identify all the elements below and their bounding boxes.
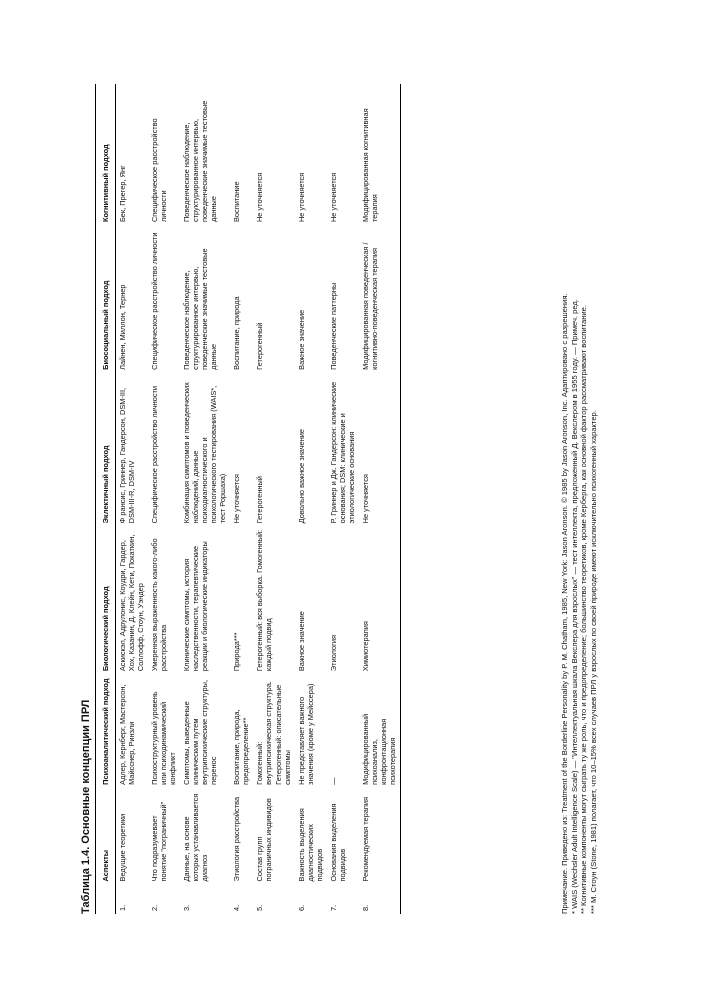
cell-psychoanalytic: Психоструктурный уровень или психодинамический конфликт: [150, 691, 178, 785]
concepts-table: [95, 84, 401, 914]
row-number: 1.: [118, 904, 128, 911]
cell-eclectic: Специфическое расстройство личности: [150, 385, 160, 524]
cell-aspect: Этиология расстройства: [232, 796, 242, 882]
cell-aspect: Основания выделения подвидов: [328, 803, 347, 882]
row-number: 5.: [255, 904, 265, 911]
cell-biological: Клинические симптомы, история наследственности, терапевтические реакции и биологические индикаторы: [182, 541, 210, 672]
header-number: [96, 884, 116, 914]
table-notes: [560, 84, 599, 914]
cell-cognitive: Не уточняется: [255, 172, 265, 223]
cell-eclectic: Довольно важное значение: [296, 428, 306, 524]
table-row: [116, 84, 149, 914]
row-number: 7.: [328, 904, 338, 911]
header-aspects: Аспекты: [96, 788, 116, 885]
cell-biosocial: Лайнен, Миллон, Тернер: [118, 284, 128, 370]
cell-aspect: Что подразумевает понятие "пограничный": [150, 801, 169, 882]
cell-biosocial: Важное значение: [296, 309, 306, 370]
cell-biosocial: Воспитание, природа: [232, 296, 242, 370]
cell-aspect: Важность выделения диагностических подвидов: [296, 808, 324, 882]
cell-aspect: Данные, на основе которых устанавливается диагноз: [182, 793, 210, 882]
header-psychoanalytic: Психоаналитический подход: [96, 674, 116, 788]
cell-biosocial: Поведенческие паттерны: [328, 282, 338, 370]
cell-psychoanalytic: Не представляет важного значения (кроме у Мейссера): [296, 683, 315, 785]
table-row: [230, 84, 253, 914]
cell-psychoanalytic: Симптомы, выведенные клиническим путем внутрипсихические структуры, перенос: [182, 679, 219, 785]
table-row: [359, 84, 401, 914]
cell-biological: Этиология: [328, 635, 338, 672]
cell-biological: Умеренная выраженность какого-либо расстройства: [150, 538, 169, 672]
header-cognitive: Когнитивный подход: [96, 84, 116, 225]
note-source: Примечание. Приведено из: Treatment of the Borderline Personality by P. M. Chatham, 1985, New York: Jason Aronson. © 1985 by Jason Aronson, Inc. Адаптировано с разрешения.: [560, 293, 569, 914]
cell-eclectic: Р. Гриннер и Дж. Гандерсон: клинические основания; DSM: клинические и этиологические основания: [328, 381, 356, 524]
cell-biological: Важное значение: [296, 611, 306, 672]
header-biological: Биологический подход: [96, 526, 116, 674]
cell-cognitive: Модифицированная когнитивная терапия: [359, 84, 401, 225]
table-row: [253, 84, 294, 914]
header-biosocial: Биосоциальный подход: [96, 225, 116, 373]
cell-biosocial: Специфическое расстройство личности: [150, 232, 160, 370]
cell-eclectic: Не уточняется: [359, 373, 401, 526]
cell-biological: Химиотерапия: [359, 526, 401, 674]
table-row: [180, 84, 230, 914]
row-number: 2.: [150, 904, 160, 911]
table-caption: Таблица 1.4. Основные концепции ПРЛ: [80, 699, 92, 914]
cell-cognitive: Не уточняется: [296, 172, 306, 223]
cell-psychoanalytic: —: [328, 777, 338, 785]
cell-psychoanalytic: Адлер, Кернберг, Мастерсон, Майсснер, Ринзли: [118, 684, 137, 785]
table-header-row: [96, 84, 116, 914]
cell-biological: Аскискэл, Адрулонис, Коудри, Гардер, Хох, Казанин, Д. Клейн, Кети, Покаткин, Соллофф, Стоун, Уэндер: [118, 534, 146, 672]
row-number: 4.: [232, 904, 242, 911]
cell-biosocial: Модифицированная поведенческая / когнитивно-поведенческая терапия: [359, 225, 401, 373]
cell-eclectic: Комбинация симптомов и поведенческих наблюдений, данные психодиагностического и психологического тестирования (WAIS*, тест Роршаха): [182, 382, 228, 524]
cell-psychoanalytic: Гомогенный: внутрипсихическая структура. Гетерогенный: описательные симптомы: [255, 681, 292, 785]
cell-cognitive: Воспитание: [232, 181, 242, 223]
cell-psychoanalytic: Модифицированный психоанализ, конфронтационная психотерапия: [359, 674, 401, 788]
table-row: [148, 84, 180, 914]
cell-biosocial: Гетерогенный: [255, 322, 265, 370]
cell-aspect: Состав групп пограничных индивидов: [255, 798, 274, 882]
cell-eclectic: Гетерогенный: [255, 476, 265, 524]
cell-cognitive: Бек, Прегер, Янг: [118, 165, 128, 223]
table-row: [295, 84, 327, 914]
cell-biological: Гетерогенный: вся выборка. Гомогенный: каждый подвид: [255, 529, 274, 672]
footnote-1: * WAIS (Wechsler Adult Intelligence Scale) — "Интеллектуальная шкала Векслера для взрослых" — тест интеллекта, предложенный Д. Векслером в 1955 году. — Примеч. ред.: [569, 299, 579, 914]
cell-aspect: Рекомендуемая терапия: [359, 788, 401, 885]
cell-cognitive: Специфическое расстройство личности: [150, 118, 169, 223]
cell-aspect: Ведущие теоретики: [118, 813, 128, 882]
cell-biosocial: Поведенческое наблюдение, структурированное интервью, поведенческие значимые тестовые данные: [182, 248, 219, 370]
row-number: 6.: [296, 904, 306, 911]
footnote-2: ** Когнитивные компоненты могут сыграть ту же роль, что и предопределение; большинство теоретиков, кроме Керберга, как основной фактор рассматривают воспитание.: [579, 304, 589, 914]
cell-cognitive: Не уточняется: [328, 172, 338, 223]
footnote-3: *** М. Стоун (Stone, 1981) полагает, что 10–15% всех случаев ПРЛ у взрослых по своей природе имеют исключительно психогенный характер.: [589, 410, 599, 914]
cell-cognitive: Поведенческое наблюдение, структурированное интервью, поведенческие значимые тестовые данные: [182, 100, 219, 223]
row-number: 8.: [359, 884, 401, 914]
header-eclectic: Эклектичный подход: [96, 373, 116, 526]
cell-eclectic: Ф рансис, Гриннер, Гандерсон, DSM-III, DSM-III-R, DSM-IV: [118, 387, 137, 524]
cell-biological: Природа***: [232, 632, 242, 672]
row-number: 3.: [182, 904, 192, 911]
cell-psychoanalytic: Воспитание, природа, предопределение**: [232, 709, 251, 785]
table-row: [327, 84, 359, 914]
cell-eclectic: Не уточняется: [232, 474, 242, 524]
